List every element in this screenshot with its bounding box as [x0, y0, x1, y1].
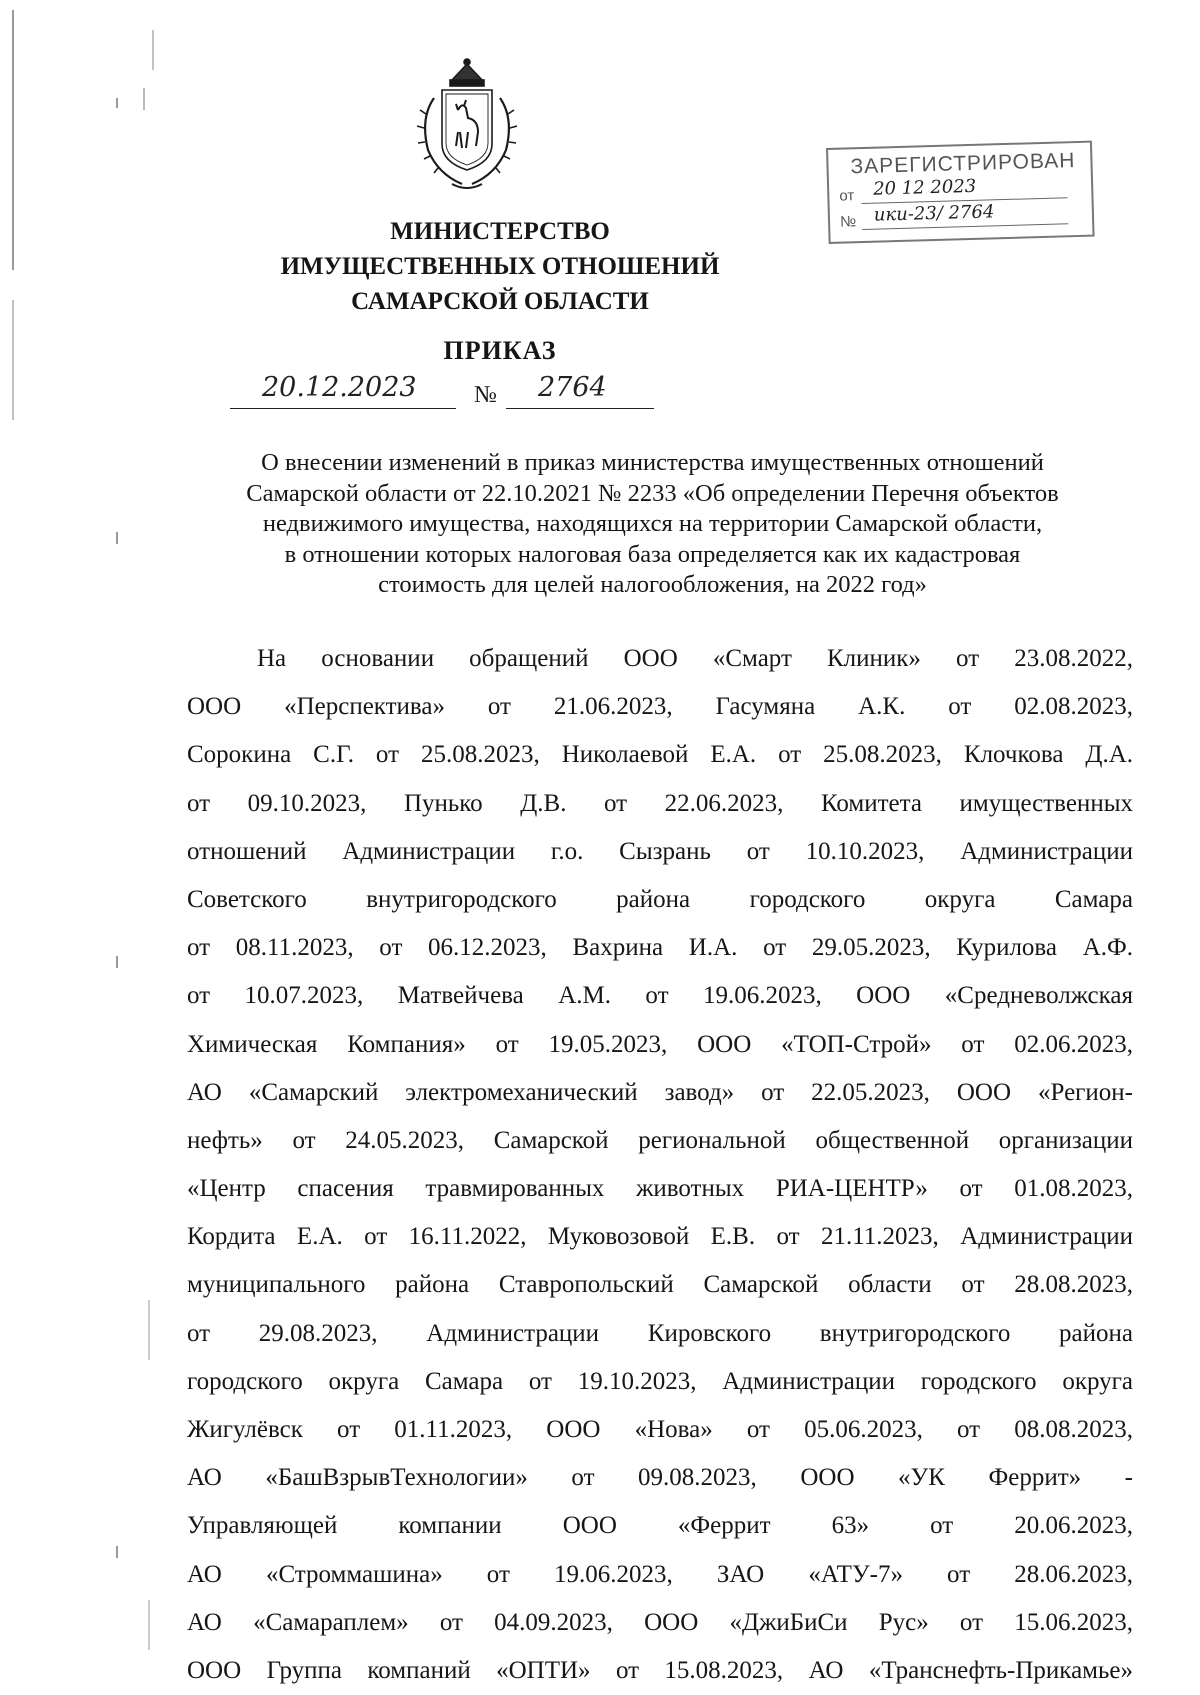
ministry-line: САМАРСКОЙ ОБЛАСТИ	[351, 288, 649, 315]
order-number-handwritten: 2764	[538, 372, 607, 403]
body-line: Советского внутригородского района городского округа Самара	[187, 885, 1133, 913]
order-subject	[160, 448, 1145, 601]
stamp-number-handwritten: ики-23/ 2764	[873, 201, 995, 226]
body-line: АО «БашВзрывТехнологии» от 09.08.2023, ООО «УК Феррит» -	[187, 1464, 1133, 1492]
body-line: городского округа Самара от 19.10.2023, Администрации городского округа	[187, 1367, 1133, 1395]
scan-margin-mark	[152, 30, 154, 70]
body-line: от 10.07.2023, Матвейчева А.М. от 19.06.2023, ООО «Средневолжская	[187, 982, 1133, 1010]
scan-margin-mark	[12, 10, 14, 270]
body-line: «Центр спасения травмированных животных РИА-ЦЕНТР» от 01.08.2023,	[187, 1175, 1133, 1203]
body-line: ООО Группа компаний «ОПТИ» от 15.08.2023, АО «Транснефть-Прикамье»	[187, 1656, 1133, 1684]
subject-line: Самарской области от 22.10.2021 № 2233 «Об определении Перечня объектов	[246, 479, 1059, 507]
body-line: АО «Строммашина» от 19.06.2023, ЗАО «АТУ-7» от 28.06.2023,	[187, 1560, 1133, 1588]
body-line: ООО «Перспектива» от 21.06.2023, Гасумяна А.К. от 02.08.2023,	[187, 693, 1133, 721]
scan-margin-mark	[116, 98, 118, 108]
body-line: отношений Администрации г.о. Сызрань от 10.10.2023, Администрации	[187, 837, 1133, 865]
ministry-line: ИМУЩЕСТВЕННЫХ ОТНОШЕНИЙ	[280, 253, 720, 280]
document-type-title: ПРИКАЗ	[443, 336, 557, 365]
subject-line: стоимость для целей налогообложения, на 2022 год»	[378, 571, 927, 598]
body-line: от 08.11.2023, от 06.12.2023, Вахрина И.А. от 29.05.2023, Курилова А.Ф.	[187, 934, 1133, 962]
body-line: АО «Самарский электромеханический завод» от 22.05.2023, ООО «Регион-	[187, 1078, 1133, 1106]
ministry-header	[180, 214, 820, 319]
ministry-line: МИНИСТЕРСТВО	[390, 218, 610, 245]
scan-margin-mark	[116, 956, 118, 968]
subject-line: недвижимого имущества, находящихся на территории Самарской области,	[262, 510, 1043, 537]
scan-margin-mark	[116, 532, 118, 544]
scan-margin-mark	[148, 1300, 150, 1360]
order-body	[187, 635, 1133, 1695]
body-line: от 09.10.2023, Пунько Д.В. от 22.06.2023, Комитета имущественных	[187, 789, 1133, 817]
body-line: Жигулёвск от 01.11.2023, ООО «Нова» от 05.06.2023, от 08.08.2023,	[187, 1416, 1133, 1443]
stamp-date-label: от	[839, 187, 855, 205]
body-line: от 29.08.2023, Администрации Кировского внутригородского района	[187, 1319, 1133, 1347]
order-number-line	[506, 408, 654, 409]
body-line: Сорокина С.Г. от 25.08.2023, Николаевой Е.А. от 25.08.2023, Клочкова Д.А.	[187, 741, 1133, 769]
scan-margin-mark	[116, 1546, 118, 1558]
body-line: нефть» от 24.05.2023, Самарской региональной общественной организации	[187, 1126, 1133, 1154]
order-date-handwritten: 20.12.2023	[262, 372, 417, 403]
scan-margin-mark	[143, 88, 145, 110]
body-line: Управляющей компании ООО «Феррит 63» от 20.06.2023,	[187, 1512, 1133, 1540]
coat-of-arms-icon	[412, 58, 522, 194]
body-line: Кордита Е.А. от 16.11.2022, Муковозовой Е.В. от 21.11.2023, Администрации	[187, 1223, 1133, 1251]
scan-margin-mark	[12, 300, 14, 420]
body-line: АО «Самараплем» от 04.09.2023, ООО «ДжиБиСи Рус» от 15.06.2023,	[187, 1608, 1133, 1636]
stamp-date-handwritten: 20 12 2023	[872, 175, 977, 200]
order-date-line	[230, 408, 456, 409]
body-line: муниципального района Ставропольский Самарской области от 28.08.2023,	[187, 1271, 1133, 1299]
subject-line: О внесении изменений в приказ министерства имущественных отношений	[261, 449, 1044, 476]
stamp-title: ЗАРЕГИСТРИРОВАН	[850, 149, 1076, 179]
stamp-number-label: №	[839, 213, 857, 231]
body-line: На основании обращений ООО «Смарт Клиник» от 23.08.2022,	[257, 645, 1133, 672]
subject-line: в отношении которых налоговая база определяется как их кадастровая	[284, 540, 1021, 568]
body-line: Химическая Компания» от 19.05.2023, ООО «ТОП-Строй» от 02.06.2023,	[187, 1030, 1133, 1058]
scan-margin-mark	[148, 1600, 150, 1650]
order-number-label: №	[474, 382, 497, 408]
registration-stamp	[826, 141, 1095, 244]
